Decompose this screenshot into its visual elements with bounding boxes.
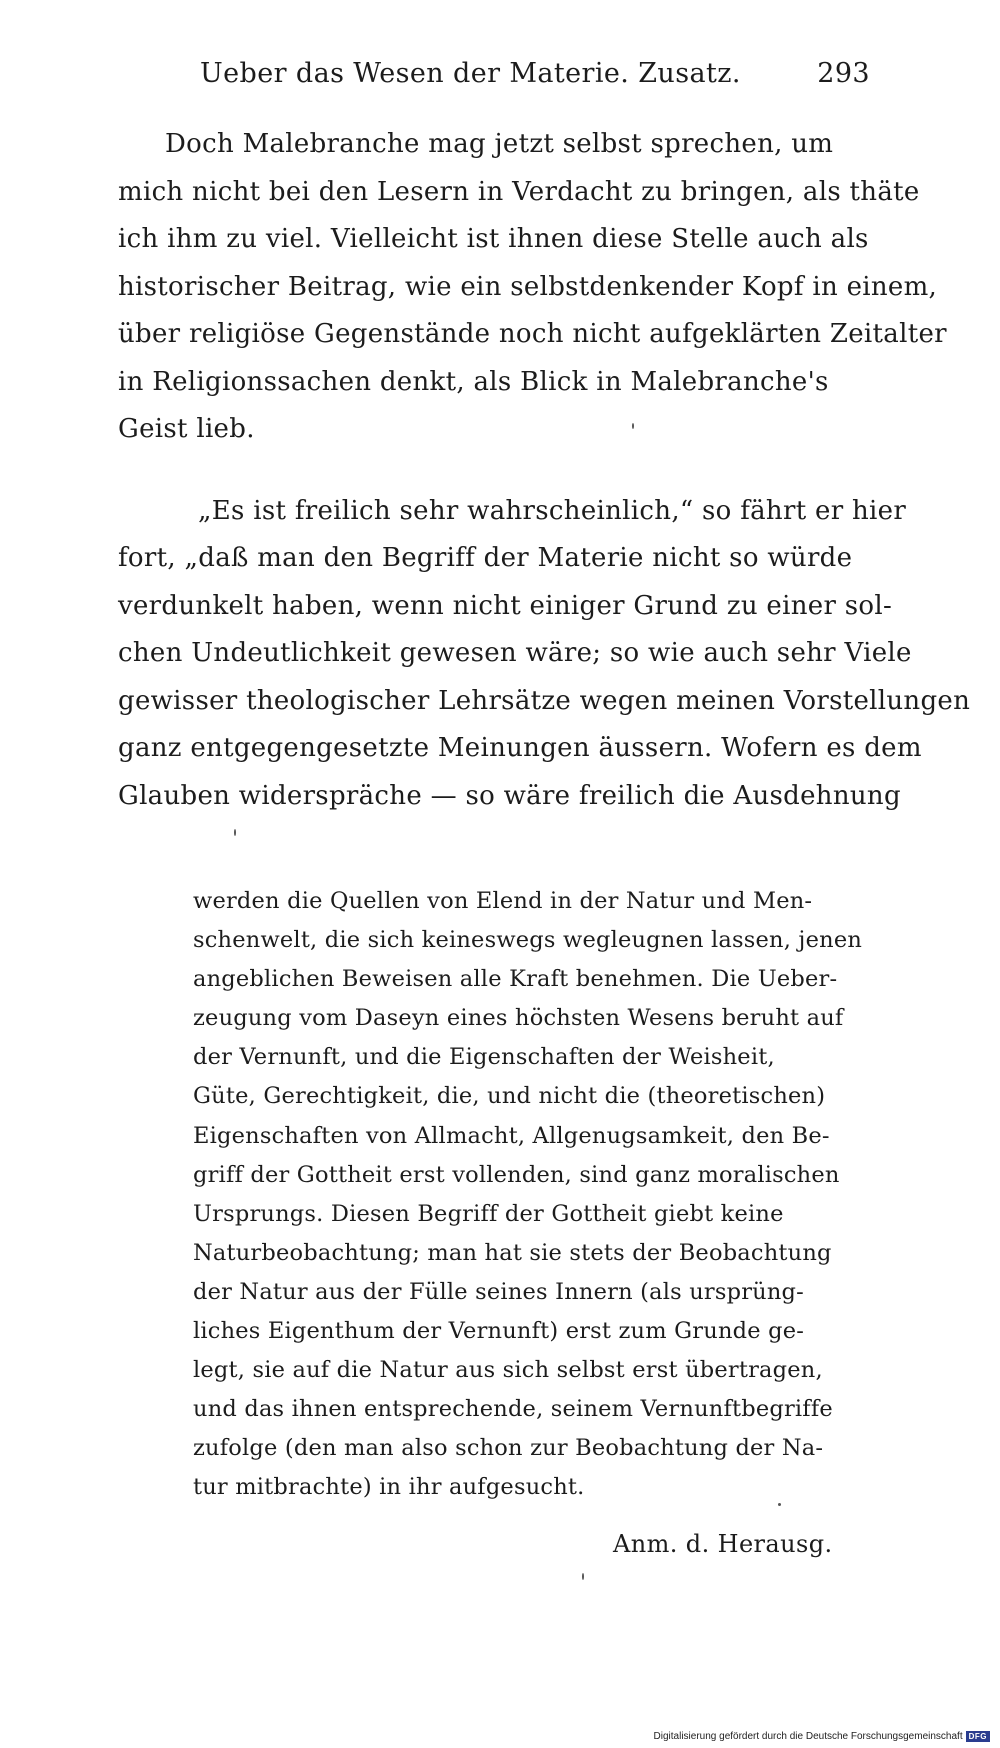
text-line: „Es ist freilich sehr wahrscheinlich,“ so fährt er hier [198, 495, 907, 526]
dfg-logo: DFG [966, 1731, 990, 1742]
footnote-signature: Anm. d. Herausg. [613, 1530, 833, 1558]
footnote-line: liches Eigenthum der Vernunft) erst zum Grunde ge- [193, 1318, 805, 1345]
text-line: mich nicht bei den Lesern in Verdacht zu bringen, als thäte [118, 176, 920, 207]
running-head [200, 58, 870, 98]
footnote-line: und das ihnen entsprechende, seinem Vernunftbegriffe [193, 1396, 833, 1423]
footnote-line: Naturbeobachtung; man hat sie stets der Beobachtung [193, 1239, 832, 1266]
footnote-line: griff der Gottheit erst vollenden, sind ganz moralischen [193, 1161, 840, 1188]
footnote-line: Güte, Gerechtigkeit, die, und nicht die (theoretischen) [193, 1083, 826, 1110]
text-line: Glauben widerspräche — so wäre freilich die Ausdehnung [118, 780, 901, 811]
text-line: verdunkelt haben, wenn nicht einiger Grund zu einer sol- [118, 590, 893, 621]
footnote [193, 882, 873, 1508]
footnote-line: legt, sie auf die Natur aus sich selbst erst übertragen, [193, 1357, 823, 1384]
text-line: gewisser theologischer Lehrsätze wegen meinen Vorstellungen [118, 685, 971, 716]
text-line: über religiöse Gegenstände noch nicht aufgeklärten Zeitalter [118, 319, 947, 349]
page-number: 293 [817, 58, 870, 89]
text-line: in Religionssachen denkt, als Blick in Malebranche's [118, 366, 829, 397]
footnote-line: tur mitbrachte) in ihr aufgesucht. [193, 1474, 585, 1501]
footnote-line: werden die Quellen von Elend in der Natur und Men- [193, 888, 813, 914]
footnote-line: Ursprungs. Diesen Begriff der Gottheit giebt keine [193, 1200, 784, 1227]
footnote-line: der Vernunft, und die Eigenschaften der Weisheit, [193, 1044, 775, 1071]
text-line: fort, „daß man den Begriff der Materie nicht so würde [118, 543, 853, 573]
text-line: Doch Malebranche mag jetzt selbst sprechen, um [165, 129, 834, 159]
paragraph-2 [118, 488, 971, 821]
text-line: ganz entgegengesetzte Meinungen äussern. Wofern es dem [118, 733, 922, 763]
text-line: chen Undeutlichkeit gewesen wäre; so wie auch sehr Viele [118, 638, 912, 668]
paragraph-1 [118, 121, 947, 454]
scan-speck [778, 1503, 781, 1506]
scan-speck [582, 1573, 584, 1580]
footnote-line: Eigenschaften von Allmacht, Allgenugsamkeit, den Be- [193, 1122, 830, 1149]
main-text [118, 121, 971, 820]
footnote-line: der Natur aus der Fülle seines Innern (als ursprüng- [193, 1278, 804, 1305]
text-line: ich ihm zu viel. Vielleicht ist ihnen diese Stelle auch als [118, 224, 869, 254]
footnote-line: zufolge (den man also schon zur Beobachtung der Na- [193, 1435, 824, 1462]
text-line: Geist lieb. [118, 414, 255, 444]
footnote-line: zeugung vom Daseyn eines höchsten Wesens beruht auf [193, 1005, 844, 1032]
credit-text: Digitalisierung gefördert durch die Deutsche Forschungsgemeinschaft [653, 1731, 963, 1742]
footnote-line: schenwelt, die sich keineswegs wegleugnen lassen, jenen [193, 927, 863, 954]
running-head-title: Ueber das Wesen der Materie. Zusatz. [200, 58, 741, 89]
text-line: historischer Beitrag, wie ein selbstdenkender Kopf in einem, [118, 271, 938, 302]
scan-speck [632, 423, 634, 429]
digitization-credit [654, 1731, 990, 1742]
footnote-line: angeblichen Beweisen alle Kraft benehmen. Die Ueber- [193, 966, 838, 993]
scan-speck [234, 829, 236, 836]
